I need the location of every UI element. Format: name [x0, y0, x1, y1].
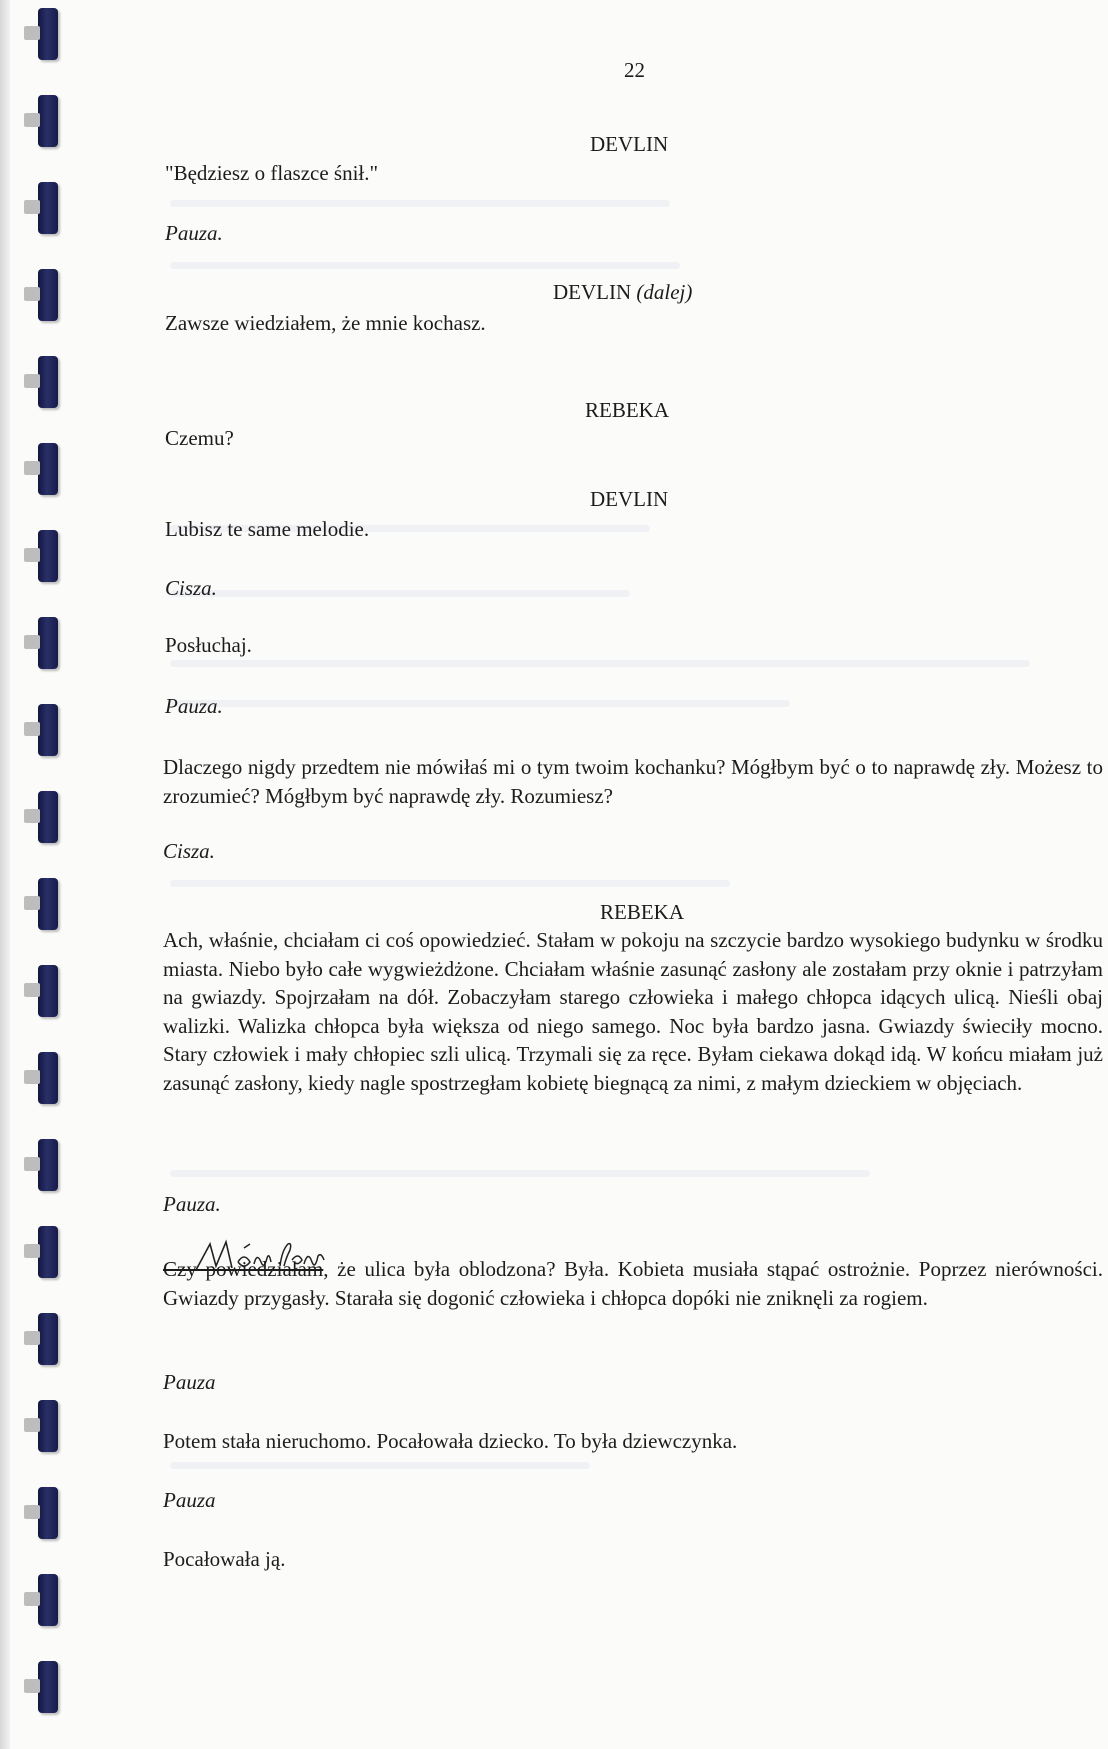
binding-ring	[38, 1487, 58, 1539]
dialogue-text: , że ulica była oblodzona? Była. Kobieta musiała stąpać ostrożnie. Poprzez nierówności. Gwiazdy przygasły. Starała się dogonić człowieka i chłopca dopóki nie zniknęli za rogiem.	[163, 1257, 1103, 1310]
binding-ring	[38, 1313, 58, 1365]
binding-ring	[38, 356, 58, 408]
binding-ring	[38, 1052, 58, 1104]
dialogue-line: Lubisz te same melodie.	[165, 517, 370, 541]
bleed-through	[170, 200, 670, 207]
bleed-through	[170, 1462, 590, 1469]
binding-ring	[38, 791, 58, 843]
binding-ring	[38, 617, 58, 669]
binding-ring	[38, 704, 58, 756]
binding-edge	[0, 0, 10, 1749]
stage-direction: Pauza.	[165, 694, 223, 718]
bleed-through	[170, 590, 630, 597]
binding-ring	[38, 1574, 58, 1626]
stage-direction: Cisza.	[163, 839, 215, 863]
binding-ring	[38, 443, 58, 495]
speaker-name: REBEKA	[600, 900, 684, 924]
binding-ring	[38, 1661, 58, 1713]
binding-ring	[38, 1226, 58, 1278]
dialogue-line: Pocałowała ją.	[163, 1547, 286, 1571]
binding-ring	[38, 1400, 58, 1452]
dialogue-line: Potem stała nieruchomo. Pocałowała dziecko. To była dziewczynka.	[163, 1429, 738, 1453]
binding-ring	[38, 878, 58, 930]
struck-text: Czy powiedziałam	[163, 1257, 324, 1281]
binding-ring	[38, 182, 58, 234]
dialogue-line: Zawsze wiedziałem, że mnie kochasz.	[165, 311, 486, 335]
speaker-name: DEVLIN	[590, 132, 669, 156]
stage-direction: Pauza.	[163, 1192, 221, 1216]
dialogue-paragraph	[163, 1255, 1103, 1312]
binding-ring	[38, 95, 58, 147]
binding-ring	[38, 530, 58, 582]
speaker-label: DEVLIN	[553, 280, 632, 304]
bleed-through	[170, 262, 680, 269]
bleed-through	[170, 1170, 870, 1177]
bleed-through	[170, 700, 790, 707]
spiral-binding	[0, 0, 90, 1749]
binding-ring	[38, 269, 58, 321]
bleed-through	[170, 880, 730, 887]
dialogue-line: Czemu?	[165, 426, 234, 450]
dialogue-paragraph: Ach, właśnie, chciałam ci coś opowiedzieć. Stałam w pokoju na szczycie bardzo wysokiego budynku w środku miasta. Niebo było całe wygwieżdżone. Chciałam właśnie zasunąć zasłony ale zostałam przy oknie i patrzyłam na gwiazdy. Spojrzałam na dół. Zobaczyłam starego człowieka i małego chłopca idących ulicą. Nieśli obaj walizki. Walizka chłopca była większa od niego samego. Noc była bardzo jasna. Gwiazdy świeciły mocno. Stary człowiek i mały chłopiec szli ulicą. Trzymali się za ręce. Byłam ciekawa dokąd idą. W końcu miałam już zasunąć zasłony, kiedy nagle spostrzegłam kobietę biegnącą za nimi, z małym dzieckiem w objęciach.	[163, 928, 1103, 1095]
page-number: 22	[624, 58, 645, 82]
dialogue-line: "Będziesz o flaszce śnił."	[165, 161, 379, 185]
binding-ring	[38, 965, 58, 1017]
stage-direction: Pauza	[163, 1488, 216, 1512]
binding-ring	[38, 1139, 58, 1191]
bleed-through	[170, 660, 1030, 667]
speaker-name: REBEKA	[585, 398, 669, 422]
stage-direction: Pauza.	[165, 221, 223, 245]
dialogue-paragraph: Dlaczego nigdy przedtem nie mówiłaś mi o tym twoim kochanku? Mógłbym być o to naprawdę zły. Możesz to zrozumieć? Mógłbym być naprawdę zły. Rozumiesz?	[163, 755, 1103, 808]
speaker-name	[553, 278, 692, 306]
dialogue-line: Posłuchaj.	[165, 633, 252, 657]
binding-ring	[38, 8, 58, 60]
stage-direction: Cisza.	[165, 576, 217, 600]
stage-direction: Pauza	[163, 1370, 216, 1394]
speaker-extension: (dalej)	[636, 280, 693, 304]
speaker-name: DEVLIN	[590, 487, 669, 511]
